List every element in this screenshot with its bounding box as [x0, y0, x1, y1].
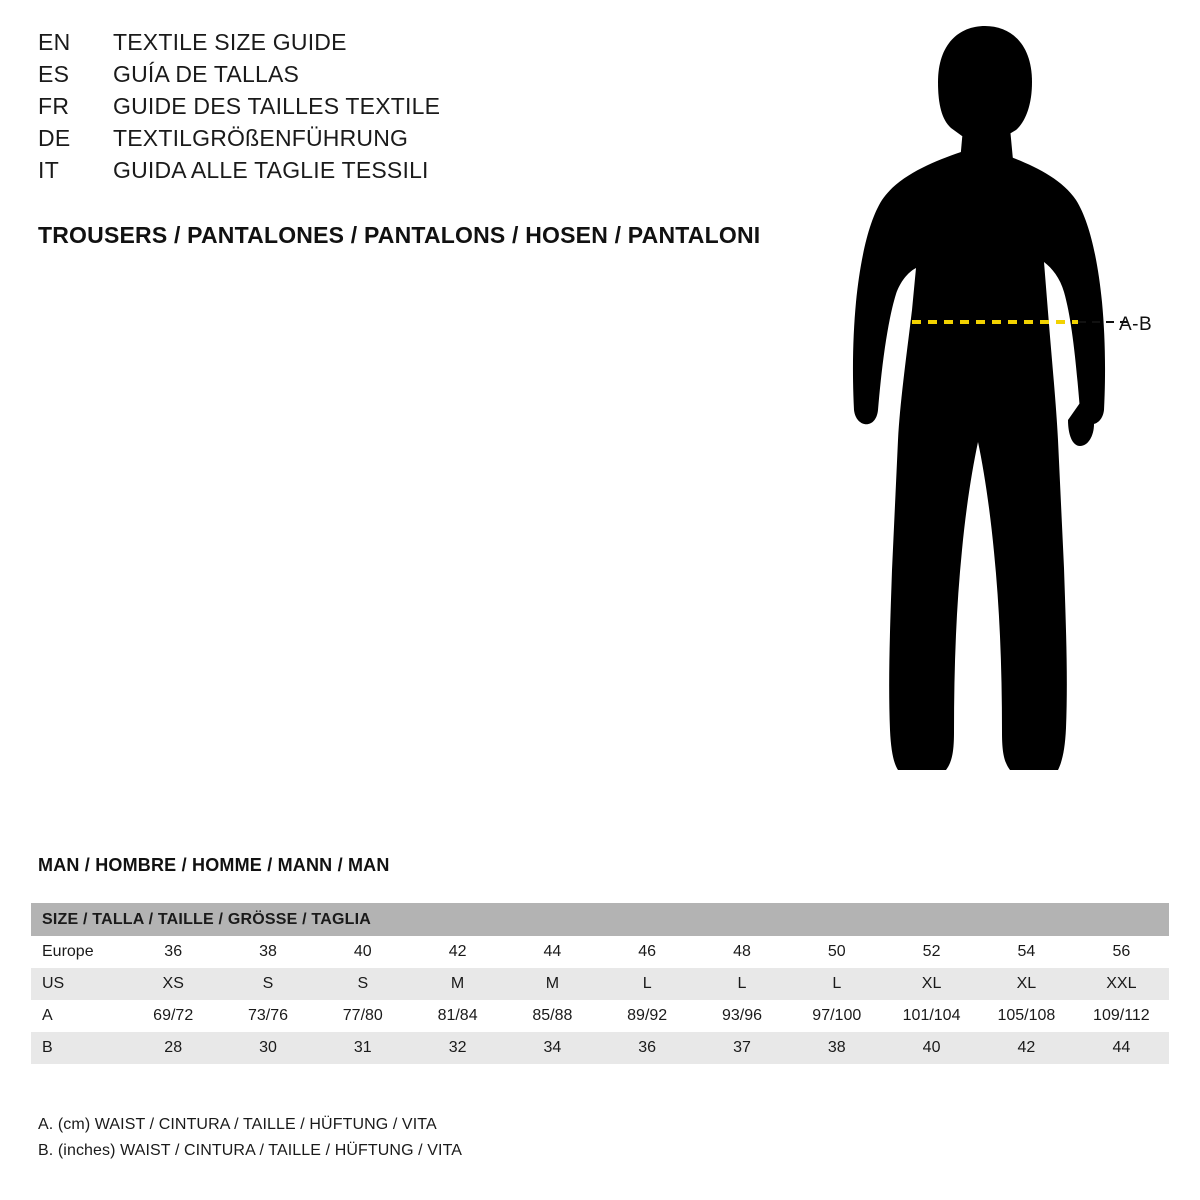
cell: XL — [979, 968, 1074, 1000]
cell: M — [505, 968, 600, 1000]
language-row — [38, 122, 798, 154]
language-row — [38, 90, 798, 122]
cell: 40 — [884, 1032, 979, 1064]
cell: 54 — [979, 936, 1074, 968]
footnotes — [38, 1112, 462, 1164]
cell: 38 — [789, 1032, 884, 1064]
garment-type-title: TROUSERS / PANTALONES / PANTALONS / HOSEN / PANTALONI — [38, 222, 761, 248]
table-section-title: MAN / HOMBRE / HOMME / MANN / MAN — [38, 855, 390, 875]
cell: 101/104 — [884, 1000, 979, 1032]
cell: 30 — [221, 1032, 316, 1064]
table-row — [31, 1000, 1169, 1032]
male-silhouette-figure — [820, 10, 1200, 800]
cell: 50 — [789, 936, 884, 968]
cell: 73/76 — [221, 1000, 316, 1032]
language-title: TEXTILGRÖßENFÜHRUNG — [113, 125, 409, 151]
cell: 109/112 — [1074, 1000, 1169, 1032]
cell: XXL — [1074, 968, 1169, 1000]
cell: S — [221, 968, 316, 1000]
cell: 69/72 — [126, 1000, 221, 1032]
cell: 36 — [600, 1032, 695, 1064]
cell: L — [600, 968, 695, 1000]
table-row — [31, 1032, 1169, 1064]
size-table — [31, 903, 1169, 1064]
cell: 31 — [315, 1032, 410, 1064]
row-label: B — [31, 1032, 126, 1064]
language-code: IT — [38, 157, 60, 183]
cell: 36 — [126, 936, 221, 968]
cell: 42 — [979, 1032, 1074, 1064]
cell: 32 — [410, 1032, 505, 1064]
table-row — [31, 968, 1169, 1000]
row-label: A — [31, 1000, 126, 1032]
cell: 48 — [695, 936, 790, 968]
row-label: US — [31, 968, 126, 1000]
cell: L — [789, 968, 884, 1000]
language-code: ES — [38, 61, 70, 87]
language-title: GUIDA ALLE TAGLIE TESSILI — [113, 157, 429, 183]
language-list — [38, 26, 798, 186]
cell: 81/84 — [410, 1000, 505, 1032]
cell: 28 — [126, 1032, 221, 1064]
cell: 56 — [1074, 936, 1169, 968]
cell: 46 — [600, 936, 695, 968]
cell: 93/96 — [695, 1000, 790, 1032]
cell: 105/108 — [979, 1000, 1074, 1032]
cell: S — [315, 968, 410, 1000]
language-code: EN — [38, 29, 71, 55]
cell: XL — [884, 968, 979, 1000]
cell: 42 — [410, 936, 505, 968]
cell: 34 — [505, 1032, 600, 1064]
cell: XS — [126, 968, 221, 1000]
cell: 97/100 — [789, 1000, 884, 1032]
table-header-row — [31, 903, 1169, 936]
cell: 89/92 — [600, 1000, 695, 1032]
language-row — [38, 58, 798, 90]
row-label: Europe — [31, 936, 126, 968]
cell: 37 — [695, 1032, 790, 1064]
silhouette-shape — [853, 26, 1105, 770]
cell: 52 — [884, 936, 979, 968]
language-code: DE — [38, 125, 71, 151]
measure-label-ab: A-B — [1119, 314, 1153, 335]
cell: 85/88 — [505, 1000, 600, 1032]
footnote-a: A. (cm) WAIST / CINTURA / TAILLE / HÜFTUNG / VITA — [38, 1116, 437, 1133]
language-title: GUÍA DE TALLAS — [113, 61, 300, 87]
cell: M — [410, 968, 505, 1000]
language-row — [38, 26, 798, 58]
cell: 44 — [505, 936, 600, 968]
language-title: TEXTILE SIZE GUIDE — [113, 29, 347, 55]
language-row — [38, 154, 798, 186]
cell: 38 — [221, 936, 316, 968]
cell: L — [695, 968, 790, 1000]
language-title: GUIDE DES TAILLES TEXTILE — [113, 93, 441, 119]
language-code: FR — [38, 93, 70, 119]
cell: 44 — [1074, 1032, 1169, 1064]
table-header-label: SIZE / TALLA / TAILLE / GRÖSSE / TAGLIA — [31, 903, 1169, 936]
cell: 40 — [315, 936, 410, 968]
table-row — [31, 936, 1169, 968]
footnote-b: B. (inches) WAIST / CINTURA / TAILLE / HÜFTUNG / VITA — [38, 1142, 463, 1159]
cell: 77/80 — [315, 1000, 410, 1032]
